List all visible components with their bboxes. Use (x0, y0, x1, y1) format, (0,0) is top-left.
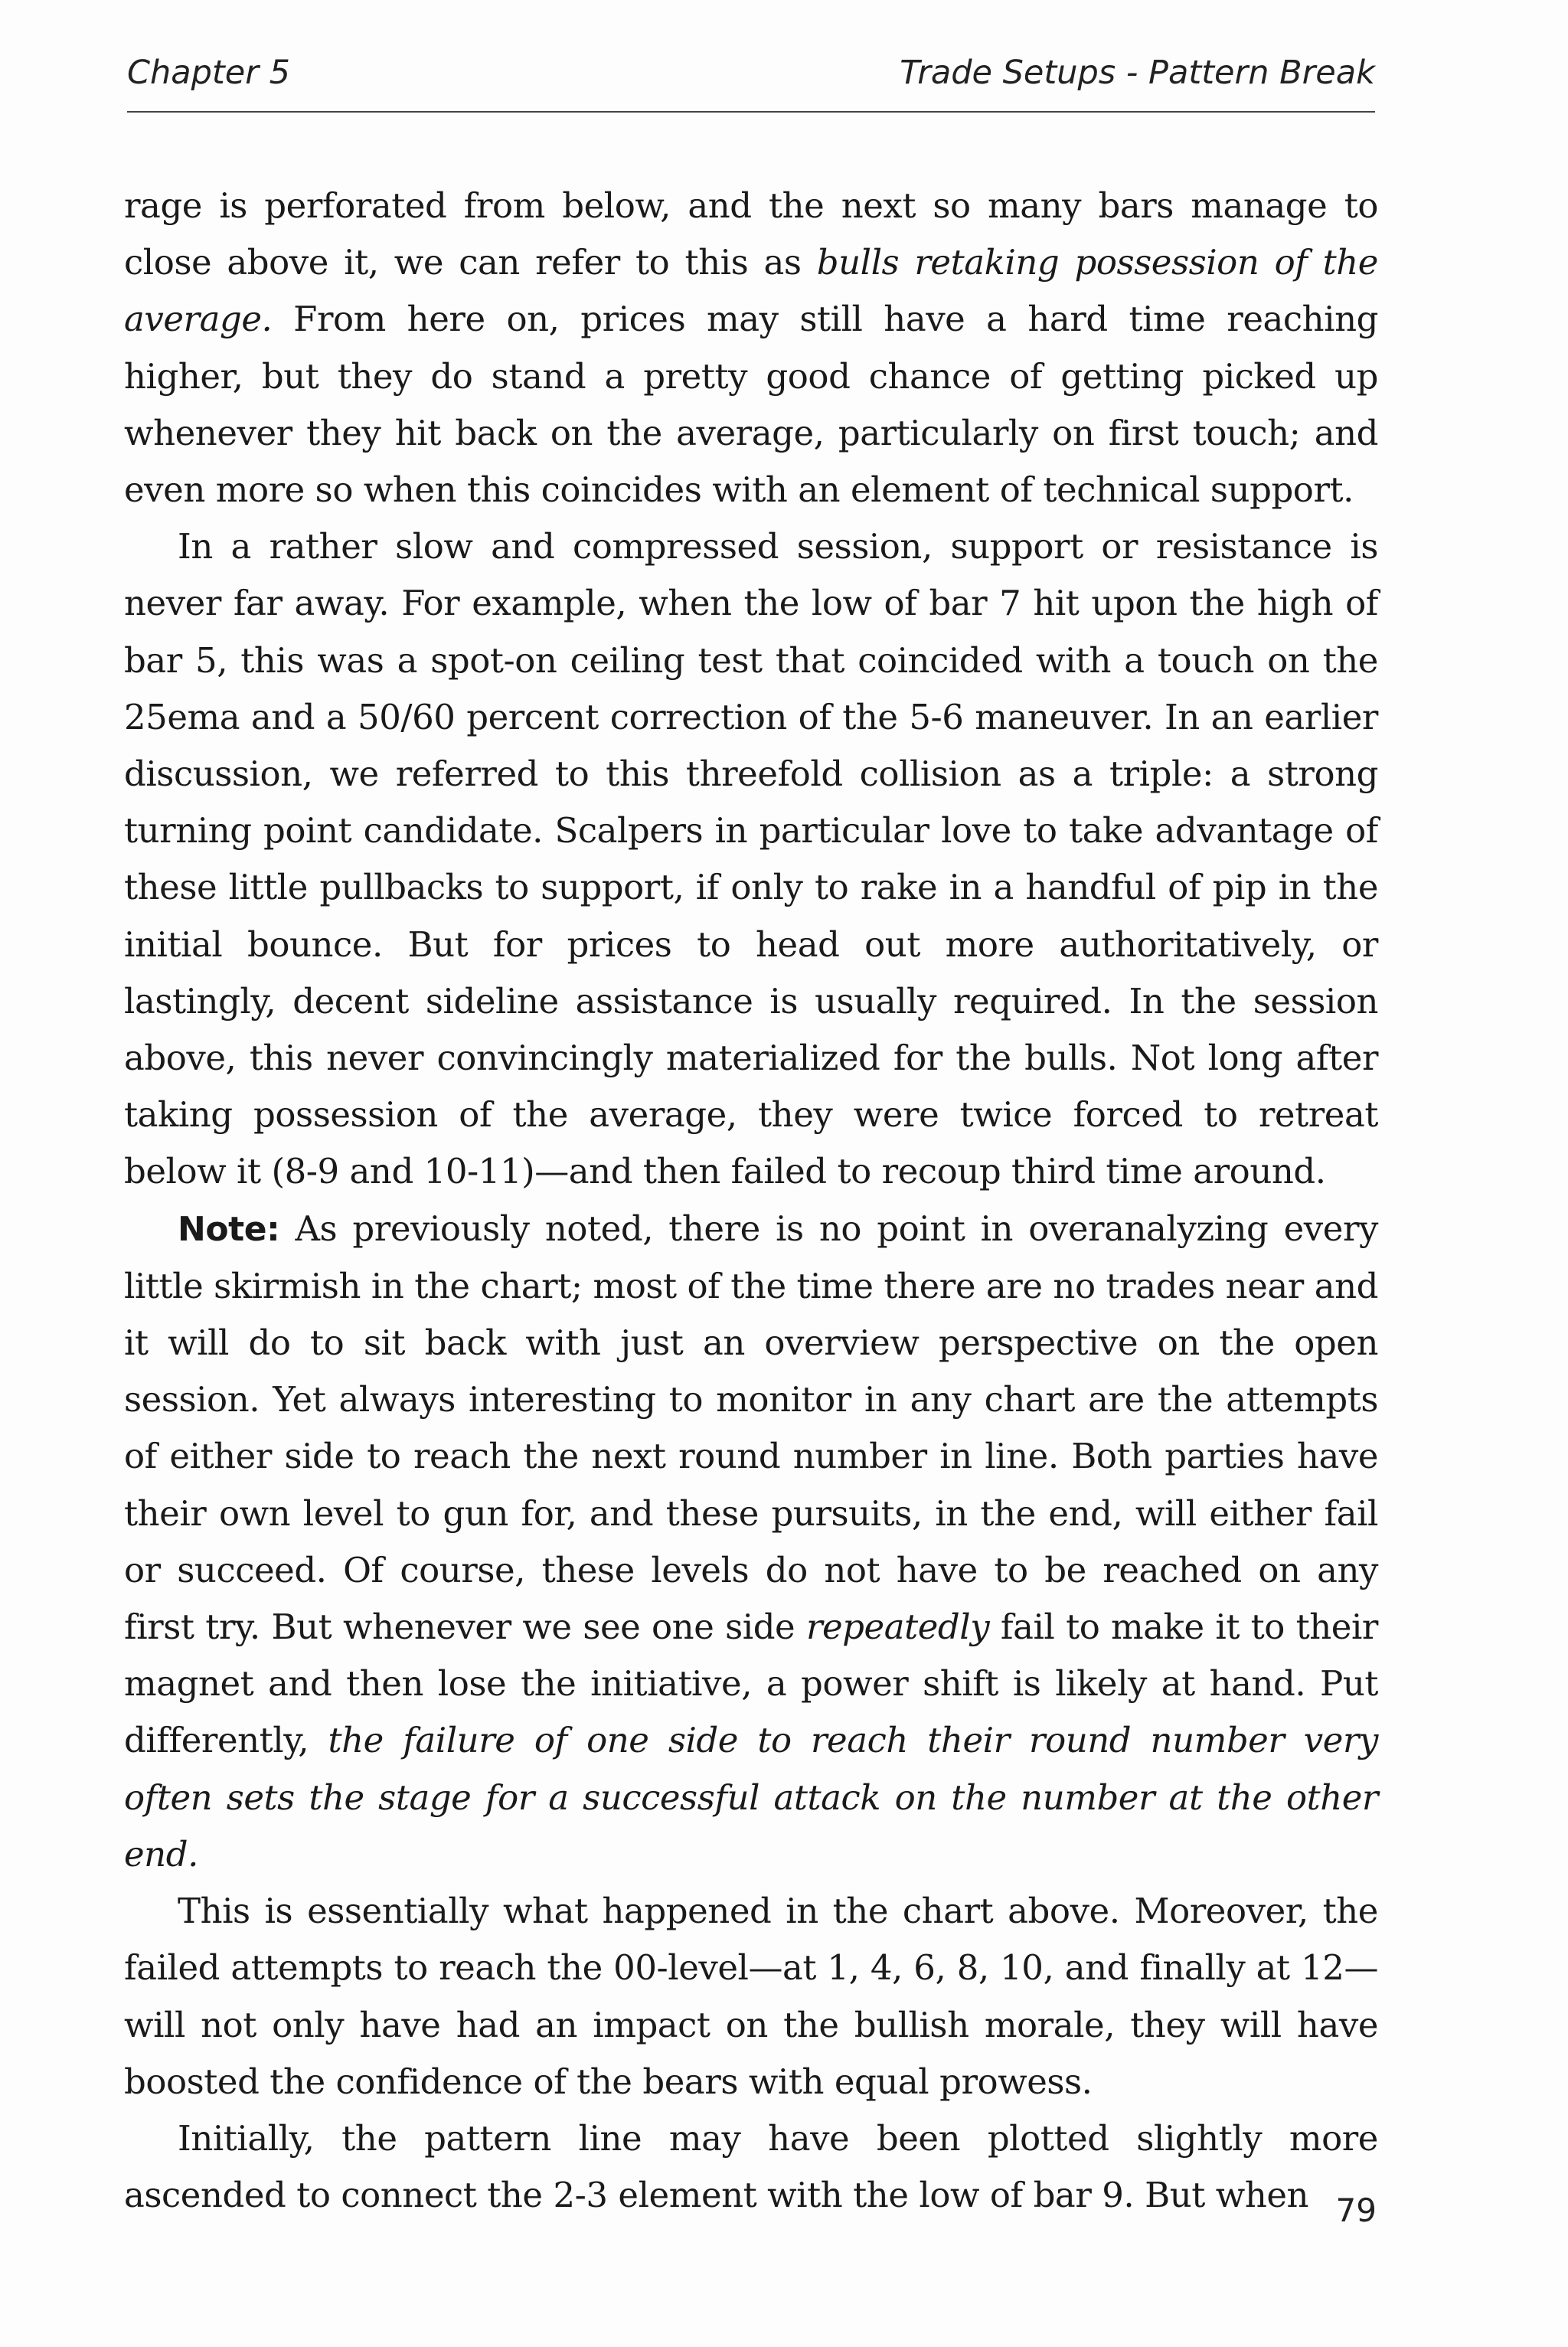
paragraph-1 (124, 178, 1378, 518)
paragraph-3-emphasis-conclusion: the failure of one side to reach their round number very often sets the stage for a successful attack on the number at the other end. (124, 1720, 1378, 1875)
paragraph-5: Initially, the pattern line may have been plotted slightly more ascended to connect the 2-3 element with the low of bar 9. But when (124, 2117, 1378, 2216)
paragraph-3-emphasis-repeatedly: repeatedly (805, 1607, 990, 1648)
note-label: Note: (178, 1209, 280, 1249)
paragraph-2: In a rather slow and compressed session, support or resistance is never far away. For example, when the low of bar 7 hit upon the high of bar 5, this was a spot-on ceiling test that coincided with a touch on the 25ema and a 50/60 percent correction of the 5-6 maneuver. In an earlier discussion, we referred to this threefold collision as a triple: a strong turning point candidate. Scalpers in particular love to take advantage of these little pullbacks to support, if only to rake in a handful of pip in the initial bounce. But for prices to head out more authoritatively, or lastingly, decent sideline assistance is usually required. In the session above, this never convincingly materialized for the bulls. Not long after taking possession of the average, they were twice forced to retreat below it (8-9 and 10-11)—and then failed to recoup third time around. (124, 526, 1378, 1192)
section-title: Trade Setups - Pattern Break (900, 54, 1375, 92)
paragraph-3-note (124, 1201, 1378, 1883)
paragraph-4: This is essentially what happened in the chart above. Moreover, the failed attempts to reach the 00-level—at 1, 4, 6, 8, 10, and finally at 12—will not only have had an impact on the bullish morale, they will have boosted the confidence of the bears with equal prowess. (124, 1891, 1378, 2102)
paragraph-3-text-a: As previously noted, there is no point in overanalyzing every little skirmish in the chart; most of the time there are no trades near and it will do to sit back with just an overview perspective on the open session. Yet always interesting to monitor in any chart are the attempts of either side to reach the next round number in line. Both parties have their own level to gun for, and these pursuits, in the end, will either fail or succeed. Of course, these levels do not have to be reached on any first try. But whenever we see one side (124, 1208, 1378, 1648)
body-text (124, 178, 1378, 2224)
paragraph-1-emphasis: bulls retaking possession of the average. (124, 242, 1378, 340)
header-rule (127, 111, 1375, 113)
paragraph-3-text-c: fail to make it to their magnet and then lose the initiative, a power shift is likely at hand. Put differently, (124, 1607, 1378, 1761)
paragraph-1-text-c: From here on, prices may still have a hard time reaching higher, but they do stand a pretty good chance of getting picked up whenever they hit back on the average, particularly on first touch; and even more so when this coincides with an element of technical support. (124, 299, 1378, 511)
running-header (127, 49, 1375, 103)
paragraph-1-text-a: rage is perforated from below, and the next so many bars manage to close above it, we can refer to this as (124, 185, 1378, 283)
page-number: 79 (1335, 2192, 1377, 2229)
chapter-label: Chapter 5 (127, 54, 290, 92)
